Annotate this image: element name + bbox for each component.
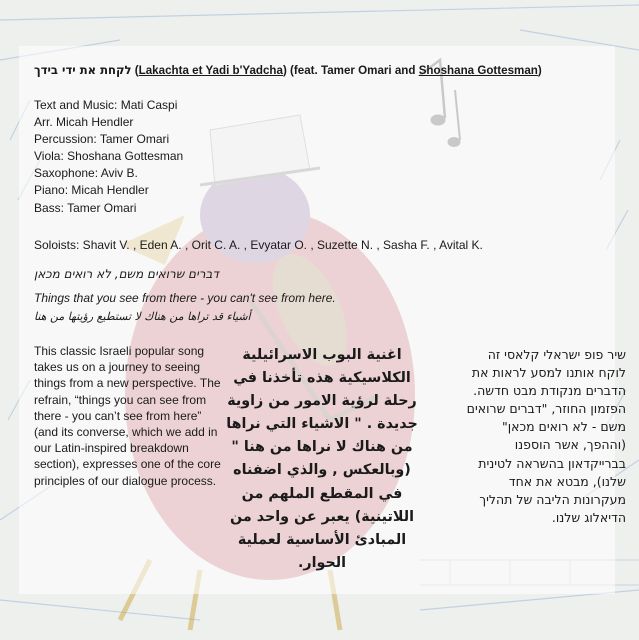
title-mid: ) (feat. Tamer Omari and	[282, 64, 419, 77]
description-hebrew: שיר פופ ישראלי קלאסי זה לוקח אותנו למסע לראות את הדברים מנקודת מבט חדשה. הפזמון החוזר, "דברים שרואים משם - לא רואים מכאן" (וההפך, אשר הוספנו בברייקדאון בהשראה לטינית שלנו), מבטא את אחד מעקרונות הליבה של תהליך הדיאלוג שלנו.	[466, 347, 626, 525]
refrain-arabic: أشياء قد تراها من هناك لا تستطيع رؤيتها من هنا	[34, 310, 251, 323]
title-hebrew: לקחת את ידי בידך	[34, 63, 132, 77]
title-guest: Shoshana Gottesman	[418, 64, 538, 77]
credit-line: Bass: Tamer Omari	[34, 200, 137, 215]
credit-line: Percussion: Tamer Omari	[34, 132, 170, 147]
soloists-line: Soloists: Shavit V. , Eden A. , Orit C. A. , Evyatar O. , Suzette N. , Sasha F. , Avital K.	[34, 238, 483, 252]
title-song-name: Lakachta et Yadi b'Yadcha	[138, 64, 283, 77]
credits-list	[34, 97, 334, 217]
credit-line: Viola: Shoshana Gottesman	[34, 149, 184, 164]
title-lead: (	[134, 64, 139, 77]
description-arabic: اغنية البوب الاسرائيلية الكلاسيكية هذه تأخذنا في رحلة لرؤية الامور من زاوية جديدة . " الاشياء التي نراها من هناك لا نراها من هنا " (وبالعكس , والذي اضفناه في المقطع الملهم من اللاتينية) يعبر عن واحد من المبادئ الأساسية لعملية الحوار.	[226, 347, 418, 571]
credit-line: Piano: Micah Hendler	[34, 183, 149, 198]
credit-line: Arr. Micah Hendler	[34, 115, 134, 130]
description-english: This classic Israeli popular song takes us on a journey to seeing things from a new perspective. The refrain, “things you can see from there - you can’t see from here” (and its converse, which we add in our Latin-inspired breakdown section), expresses one of the core principles of our dialogue process.	[34, 344, 221, 488]
credit-line: Text and Music: Mati Caspi	[34, 98, 178, 112]
song-title	[34, 63, 624, 77]
credit-line: Saxophone: Aviv B.	[34, 166, 138, 181]
title-tail: )	[537, 64, 542, 77]
refrain-english: Things that you see from there - you can't see from here.	[34, 291, 336, 305]
refrain-hebrew: דברים שרואים משם, לא רואים מכאן	[34, 267, 219, 281]
